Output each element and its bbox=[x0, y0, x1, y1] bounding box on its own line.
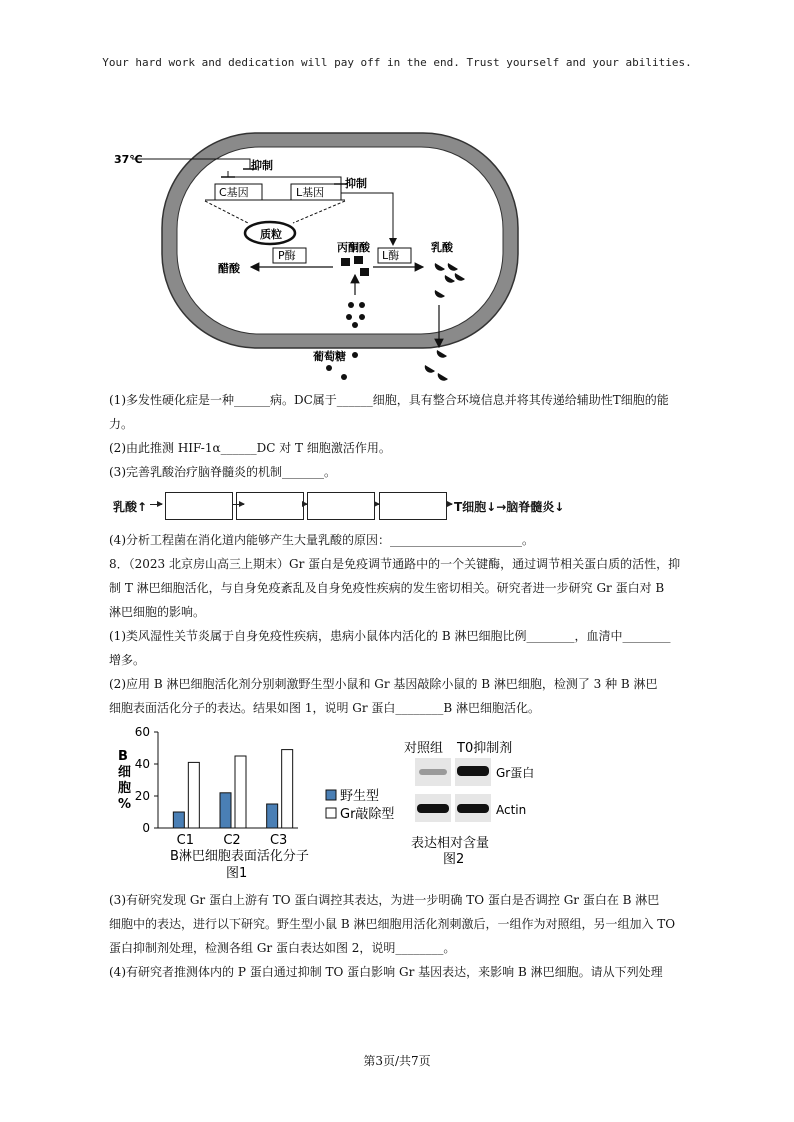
blot-band-actin-control bbox=[417, 804, 449, 813]
legend-swatch bbox=[326, 808, 336, 818]
blot-row-gr: Gr蛋白 bbox=[496, 766, 535, 780]
legend-label: Gr敲除型 bbox=[340, 807, 395, 822]
bar-wild-type-c1 bbox=[173, 812, 184, 828]
q1-line-b: 力。 bbox=[109, 417, 134, 431]
figure-1-bar-chart bbox=[108, 722, 395, 882]
bar-knockout-c2 bbox=[235, 756, 246, 828]
legend-swatch bbox=[326, 790, 336, 800]
bar-knockout-c1 bbox=[188, 762, 199, 828]
q4-line: (4)分析工程菌在消化道内能够产生大量乳酸的原因：______________________。 bbox=[109, 533, 535, 547]
y-tick-label: 20 bbox=[134, 789, 150, 803]
temp-label: 37℃ bbox=[114, 153, 143, 166]
acetic-label: 醋酸 bbox=[218, 262, 240, 275]
chain-arrow-1 bbox=[150, 504, 162, 505]
chain-blank-2[interactable] bbox=[236, 492, 304, 520]
y-axis-label: B 细胞% bbox=[118, 749, 132, 812]
blot-col-control: 对照组 bbox=[404, 741, 444, 756]
p8-q1-line-a: (1)类风湿性关节炎属于自身免疫性疾病，患病小鼠体内活化的 B 淋巴细胞比例________，血清中________ bbox=[109, 629, 671, 643]
inhibit-label-1: 抑制 bbox=[251, 159, 273, 172]
p8-q2-line-a: (2)应用 B 淋巴细胞活化剂分别刺激野生型小鼠和 Gr 基因敲除小鼠的 B 淋巴细胞，检测了 3 种 B 淋巴 bbox=[109, 677, 658, 691]
p8-line-b: 制 T 淋巴细胞活化，与自身免疫紊乱及自身免疫性疾病的发生密切相关。研究者进一步研究 Gr 蛋白对 B bbox=[109, 581, 665, 595]
chain-blank-3[interactable] bbox=[307, 492, 375, 520]
bar-knockout-c3 bbox=[282, 750, 293, 828]
figure-1-caption: 图1 bbox=[226, 866, 248, 881]
blot-band-gr-inhibitor bbox=[457, 766, 489, 776]
p8-q3-line-a: (3)有研究发现 Gr 蛋白上游有 TO 蛋白调控其表达，为进一步明确 TO 蛋白是否调控 Gr 蛋白在 B 淋巴 bbox=[109, 893, 660, 907]
chain-blank-1[interactable] bbox=[165, 492, 233, 520]
p-enzyme-label: P酶 bbox=[278, 249, 296, 262]
bar-wild-type-c2 bbox=[220, 793, 231, 828]
p8-q3-line-c: 蛋白抑制剂处理，检测各组 Gr 蛋白表达如图 2，说明________。 bbox=[109, 941, 456, 955]
p8-q2-line-b: 细胞表面活化分子的表达。结果如图 1，说明 Gr 蛋白________B 淋巴细胞活化。 bbox=[109, 701, 541, 715]
l-gene-label: L基因 bbox=[296, 186, 325, 199]
p8-q3-line-b: 细胞中的表达，进行以下研究。野生型小鼠 B 淋巴细胞用活化剂刺激后，一组作为对照组，另一组加入 TO bbox=[109, 917, 676, 931]
blot-band-actin-inhibitor bbox=[457, 804, 489, 813]
x-axis-label: B淋巴细胞表面活化分子 bbox=[170, 849, 309, 864]
blot-col-inhibitor: T0抑制剂 bbox=[457, 741, 513, 756]
p8-line-a: 8．（2023 北京房山高三上期末）Gr 蛋白是免疫调节通路中的一个关键酶，通过调节相关蛋白质的活性，抑 bbox=[109, 557, 681, 571]
plasmid-label: 质粒 bbox=[260, 228, 282, 241]
pyruvate-label: 丙酮酸 bbox=[337, 241, 370, 254]
y-tick-label: 60 bbox=[134, 725, 150, 739]
p8-q4-line: (4)有研究者推测体内的 P 蛋白通过抑制 TO 蛋白影响 Gr 基因表达，来影响 B 淋巴细胞。请从下列处理 bbox=[109, 965, 663, 979]
chain-blank-4[interactable] bbox=[379, 492, 447, 520]
blot-band-gr-control bbox=[419, 769, 447, 775]
x-tick-label: C1 bbox=[176, 833, 195, 848]
y-tick-label: 40 bbox=[134, 757, 150, 771]
p8-line-c: 淋巴细胞的影响。 bbox=[109, 605, 206, 619]
glucose-label: 葡萄糖 bbox=[313, 350, 346, 363]
q3-line: (3)完善乳酸治疗脑脊髓炎的机制_______。 bbox=[109, 465, 336, 479]
chain-arrow-5 bbox=[446, 504, 452, 505]
bar-wild-type-c3 bbox=[267, 804, 278, 828]
p8-q1-line-b: 增多。 bbox=[109, 653, 146, 667]
x-tick-label: C3 bbox=[269, 833, 288, 848]
figure-2-caption: 图2 bbox=[443, 852, 465, 867]
page-footer: 第3页/共7页 bbox=[363, 1054, 431, 1068]
y-tick-label: 0 bbox=[142, 821, 150, 835]
x-tick-label: C2 bbox=[223, 833, 241, 848]
header-motto: Your hard work and dedication will pay off in the end. Trust yourself and your abilities. bbox=[102, 56, 692, 69]
legend-label: 野生型 bbox=[340, 789, 380, 804]
blot-bottom-label: 表达相对含量 bbox=[411, 836, 490, 851]
inhibit-label-2: 抑制 bbox=[345, 177, 367, 190]
c-gene-label: C基因 bbox=[219, 186, 249, 199]
figure-2-western-blot bbox=[395, 738, 555, 878]
engineered-bacteria-diagram bbox=[105, 125, 525, 385]
q1-line-a: (1)多发性硬化症是一种______病。DC属于______细胞，具有整合环境信息并将其传递给辅助性T细胞的能 bbox=[109, 393, 669, 407]
chain-start: 乳酸↑ bbox=[113, 500, 148, 514]
q2-line: (2)由此推测 HIF-1α______DC 对 T 细胞激活作用。 bbox=[109, 441, 391, 455]
blot-row-actin: Actin bbox=[496, 803, 527, 817]
l-enzyme-label: L酶 bbox=[382, 249, 400, 262]
chain-end: T细胞↓→脑脊髓炎↓ bbox=[454, 500, 565, 514]
lactic-label: 乳酸 bbox=[431, 241, 453, 254]
